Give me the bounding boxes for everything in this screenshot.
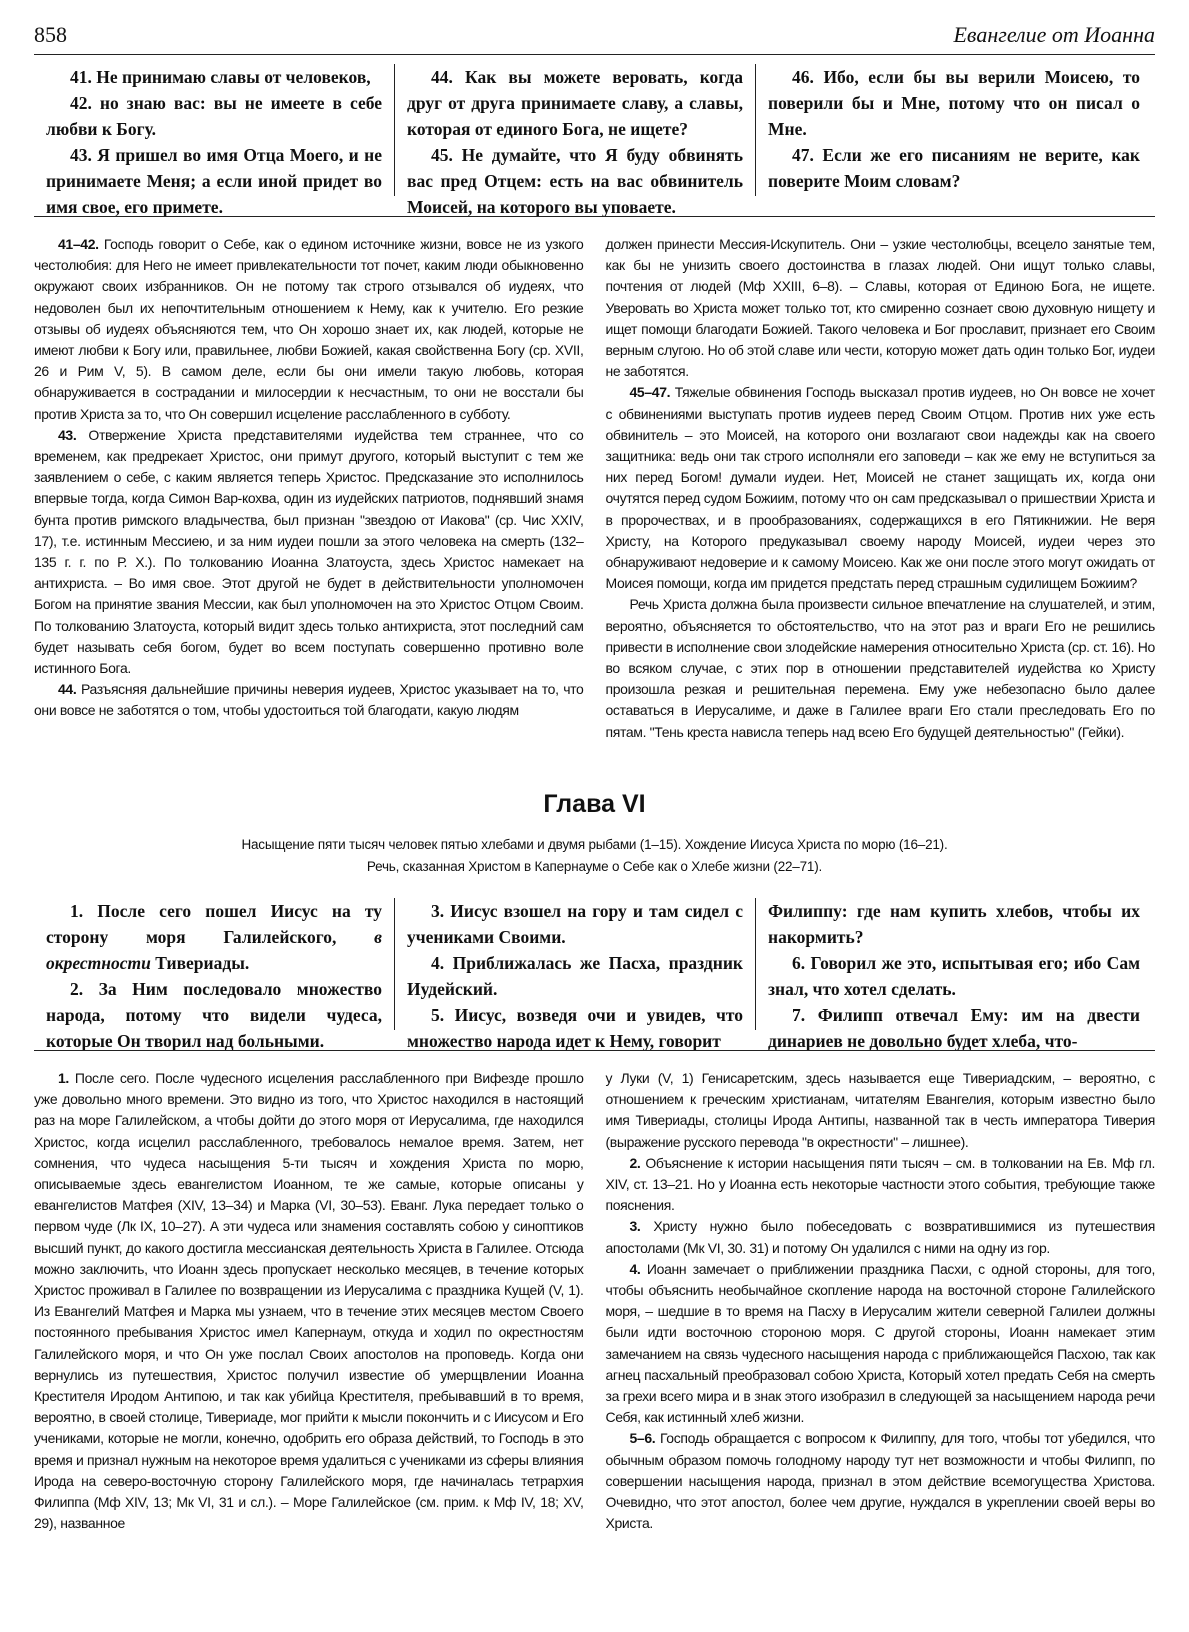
- verse-2: 2. За Ним последовало множество народа, потому что видели чудеса, которые Он творил над больными.: [46, 979, 382, 1051]
- commentary-text: Отвержение Христа представителями иудейства тем страннее, что со временем, как предрекает Христос, они примут другого, который выступит с тем же заявлением о себе, с каким является теперь Христос. Предсказание это исполнилось впервые тогда, когда Симон Вар-кохва, один из иудейских патриотов, поднявший знамя бунта против римского владычества, был признан "звездою от Иакова" (ср. Чис XXIV, 17), т.е. истинным Мессиею, и за ним иудеи пошли за этого человека на смерть (132–135 г. г. по Р. Х.). По толкованию Иоанна Златоуста, здесь Христос намекает на антихриста. – Во имя свое. Этот другой не будет в действительности уполномочен Богом на принятие звания Мессии, как был уполномочен на это Христос Отцом Своим. По толкованию Златоуста, который видит здесь только антихриста, этот последний сам будет называть себя богом, будет во всем поступать совершенно противно воле истинного Бога.: [34, 426, 584, 677]
- commentary-text: Господь обращается с вопросом к Филиппу, для того, чтобы тот убедился, что обычным образом помочь голодному народу тут нет возможности и чтобы Филипп, по совершении насыщения народа, признал в этом действие всемогущества Христова. Очевидно, что этот апостол, более чем другие, нуждался в укреплении своей веры во Христа.: [605, 1430, 1155, 1532]
- commentary-paragraph: [34, 234, 584, 425]
- verse-47: 47. Если же его писаниям не верите, как поверите Моим словам?: [768, 145, 1140, 191]
- chapter-heading: Глава VI: [543, 790, 646, 818]
- commentary-paragraph: [606, 1259, 1156, 1429]
- commentary-paragraph: [606, 1428, 1156, 1534]
- verse-ref: 41–42.: [58, 236, 99, 252]
- commentary-paragraph: [606, 1153, 1156, 1217]
- verse-column-3: [756, 64, 1152, 196]
- section-rule: [34, 1050, 1155, 1051]
- commentary-paragraph: [606, 1216, 1156, 1258]
- verse-43: 43. Я пришел во имя Отца Моего, и не принимаете Меня; а если иной придет во имя свое, его примете.: [46, 145, 382, 217]
- commentary-paragraph: [606, 382, 1156, 594]
- verse-column-3: [756, 898, 1152, 1051]
- chapter-summary-line: Насыщение пяти тысяч человек пятью хлебами и двумя рыбами (1–15). Хождение Иисуса Христа по морю (16–21).: [241, 837, 948, 852]
- verse-1: 1. После сего пошел Иисус на ту сторону моря Галилейского, в окрестности Тивериады.: [46, 901, 382, 973]
- commentary-text: Разъясняя дальнейшие причины неверия иудеев, Христос указывает на то, что они вовсе не заботятся о том, чтобы удостоиться той благодати, какую людям: [34, 681, 584, 719]
- header-rule: [34, 54, 1155, 55]
- verse-column-2: [395, 64, 755, 217]
- commentary-text: Христу нужно было побеседовать с возвратившимися из путешествия апостолами (Мк VI, 30. 31) и потому Он удалился с ними на одну из гор.: [605, 1218, 1155, 1256]
- commentary-text: Иоанн замечает о приближении праздника Пасхи, с одной стороны, для того, чтобы объяснить необычайное скопление народа на восточной стороне Галилейского моря, – шедшие в то время на Пасху в Иерусалим жители северной Галилеи должны были идти восточною стороною моря. С другой стороны, Иоанн намекает этим замечанием на связь чудесного насыщения народа с приближающейся Пасхою, так как агнец пасхальный преобразовал собою Христа, Который хотел предать Себя на смерть за грехи всего мира и в знак этого изобразил в следующей за насыщением народа речи Себя, как истинный хлеб жизни.: [605, 1260, 1155, 1426]
- commentary-text: После сего. После чудесного исцеления расслабленного при Вифезде прошло уже довольно много времени. Это видно из того, что Христос находился в настоящий раз на море Галилейском, а чтобы дойти до этого моря от Иерусалима, где находился Христос, когда исцелил расслабленного, требовалось немалое время. Затем, нет сомнения, что чудеса насыщения 5-ти тысяч и хождения Христа по морю, описываемые здесь евангелистом Иоанном, те же самые, которые описаны у евангелистов Матфея (XIV, 13–34) и Марка (VI, 30–53). Еванг. Лука передает только о первом чуде (Лк IX, 10–27). А эти чудеса или знамения составлять собою у синоптиков высший пункт, до какого достигла мессианская деятельность Христа в Галилее. Отсюда можно заключить, что Иоанн здесь пропускает несколько месяцев, в течение которых Христос проживал в Галилее по возвращении из Иерусалима с праздника Кущей (V, 1). Из Евангелий Матфея и Марка мы узнаем, что в течение этих месяцев местом Своего постоянного пребывания Христос имел Капернаум, откуда и ходил по окрестностям Галилейского моря, и что Он уже послал Своих апостолов на проповедь. Когда они вернулись из путешествия, Христос получил известие об умерщвлении Иоанна Крестителя Иродом Антипою, и так как убийца Крестителя, пребывавший в то время, вероятно, в своей столице, Тивериаде, мог прийти к мысли покончить и с Иисусом и Его учениками, которые не могли, конечно, одобрить его образа действий, то Господь в это время и признал нужным на некоторое время удалиться с учениками из сферы влияния Ирода на северо-восточную сторону Галилейского моря, где начиналась тетрархия Филиппа (Мф XIV, 13; Мк VI, 31 и сл.). – Море Галилейское (см. прим. к Мф IV, 18; XV, 29), названное: [34, 1070, 584, 1532]
- section-rule: [34, 216, 1155, 217]
- commentary-column-right: [606, 234, 1156, 754]
- commentary-text: Господь говорит о Себе, как о едином источнике жизни, вовсе не из узкого честолюбия: для Него не имеет привлекательности тот почет, каким люди обыкновенно окружают своих избранников. Он не потому так строго отзывался об иудеях, что недоволен был их непочтительным отношением к Нему, как к учителю. Его резкие отзывы об иудеях объясняются тем, что Он хорошо знает их, как людей, которые не имеют любви к Богу или, правильнее, любви Божией, какая свойственна Богу (ср. XVII, 26 и Рим V, 5). В самом деле, если бы они имели такую любовь, которая обнаруживается в сострадании и милосердии к несчастным, то они не восстали бы против Христа за то, что Он совершил исцеление расслабленного в субботу.: [34, 236, 584, 422]
- commentary-paragraph: [606, 1068, 1156, 1153]
- italic-words: в окрестности: [46, 927, 382, 973]
- verse-column-1: [34, 64, 394, 217]
- commentary-text: Объяснение к истории насыщения пяти тысяч – см. в толковании на Ев. Мф гл. XIV, ст. 13–21. Но у Иоанна есть некоторые частности этого события, требующие также пояснения.: [605, 1154, 1155, 1214]
- commentary-top: [34, 234, 1155, 754]
- verse-44: 44. Как вы можете веровать, когда друг от друга принимаете славу, а славы, которая от единого Бога, не ищете?: [407, 67, 743, 139]
- page-number: 858: [34, 22, 67, 47]
- commentary-paragraph: [606, 234, 1156, 382]
- verse-ref: 44.: [58, 681, 77, 698]
- verse-ref: 4.: [629, 1260, 641, 1277]
- verse-ref: 5–6.: [629, 1430, 656, 1447]
- running-title: Евангелие от Иоанна: [953, 22, 1155, 47]
- chapter-summary-line: Речь, сказанная Христом в Капернауме о Себе как о Хлебе жизни (22–71).: [366, 859, 823, 874]
- verse-column-1: [34, 898, 394, 1051]
- commentary-paragraph: [606, 594, 1156, 742]
- commentary-column-left: [34, 234, 584, 754]
- commentary-text: должен принести Мессия-Искупитель. Они – узкие честолюбцы, всецело занятые тем, как бы не унизить своего достоинства в глазах людей. Они ищут только славы, почтения от людей (Мф XXIII, 6–8). – Славы, которая от Единою Бога, не ищете. Уверовать во Христа может только тот, кто смиренно сознает свою духовную нищету и ищет помощи благодати Божией. Такого человека и Бог прославит, признает его Своим верным слугою. Но об этой славе или чести, которую может дать один только Бог, иудеи не заботятся.: [605, 236, 1155, 380]
- verse-5-continued: Филиппу: где нам купить хлебов, чтобы их накормить?: [768, 901, 1140, 947]
- verse-ref: 45–47.: [629, 384, 671, 401]
- verse-5: 5. Иисус, возведя очи и увидев, что множество народа идет к Нему, говорит: [407, 1005, 743, 1051]
- commentary-bottom: [34, 1068, 1155, 1613]
- commentary-paragraph: [34, 1068, 584, 1534]
- commentary-text: Тяжелые обвинения Господь высказал против иудеев, но Он вовсе не хочет с обвинениями выступать против иудеев перед Своим Отцом. Против них уже есть обвинитель – это Моисей, на которого они возлагают свои надежды как на своего защитника: ведь они так строго исполняли его заповеди – как же ему не вступиться за них перед Богом! думали иудеи. Нет, Моисей не станет защищать их, когда они очутятся перед судом Божиим, потому что он сам предсказывал о пришествии Христа и в пророчествах, и в прообразованиях, содержащихся в его Пятикнижии. Не веря Христу, на Которого предуказывал своему народу Моисей, иудеи через это обнаруживают недоверие и к самому Моисею. Как же они после этого могут ожидать от Моисея помощи, когда им придется предстать перед страшным судилищем Божиим?: [605, 384, 1155, 592]
- verse-7: 7. Филипп отвечал Ему: им на двести динариев не довольно будет хлеба, что-: [768, 1005, 1140, 1051]
- verse-3: 3. Иисус взошел на гору и там сидел с учениками Своими.: [407, 901, 743, 947]
- verse-ref: 3.: [629, 1218, 641, 1235]
- verse-ref: 2.: [629, 1154, 641, 1171]
- commentary-text: Речь Христа должна была произвести сильное впечатление на слушателей, и этим, вероятно, объясняется то обстоятельство, что на этот раз и враги Его не решились привести в исполнение свои злодейские намерения относительно Христа (ср. ст. 16). Но во всяком случае, с этих пор в отношении представителей иудейства ко Христу произошла резкая и решительная перемена. Ему уже небезопасно было далее оставаться в Иерусалиме, и даже в Галилее враги Его стали преследовать Его по пятам. "Тень креста нависла теперь над всею Его будущей деятельностью" (Гейки).: [605, 596, 1155, 740]
- verse-4: 4. Приближалась же Пасха, праздник Иудейский.: [407, 953, 743, 999]
- scripture-verses-top: [34, 64, 1155, 217]
- verse-ref: 1.: [58, 1070, 69, 1086]
- verse-42: 42. но знаю вас: вы не имеете в себе любви к Богу.: [46, 93, 382, 139]
- verse-6: 6. Говорил же это, испытывая его; ибо Сам знал, что хотел сделать.: [768, 953, 1140, 999]
- verse-41: 41. Не принимаю славы от человеков,: [70, 67, 371, 87]
- scripture-verses-bottom: [34, 898, 1155, 1051]
- commentary-paragraph: [34, 679, 584, 721]
- verse-45: 45. Не думайте, что Я буду обвинять вас пред Отцем: есть на вас обвинитель Моисей, на которого вы уповаете.: [407, 145, 743, 217]
- verse-column-2: [395, 898, 755, 1051]
- chapter-summary: [120, 834, 1069, 878]
- verse-ref: 43.: [58, 426, 77, 443]
- verse-46: 46. Ибо, если бы вы верили Моисею, то поверили бы и Мне, потому что он писал о Мне.: [768, 67, 1140, 139]
- commentary-paragraph: [34, 425, 584, 679]
- commentary-column-right: [606, 1068, 1156, 1613]
- commentary-column-left: [34, 1068, 584, 1613]
- commentary-text: у Луки (V, 1) Генисаретским, здесь называется еще Тивериадским, – вероятно, с отношением к греческим христианам, читателям Евангелия, которым известно было имя Тивериады, столицы Ирода Антипы, названной так в честь императора Тиверия (выражение русского перевода "в окрестности" – лишнее).: [605, 1070, 1155, 1150]
